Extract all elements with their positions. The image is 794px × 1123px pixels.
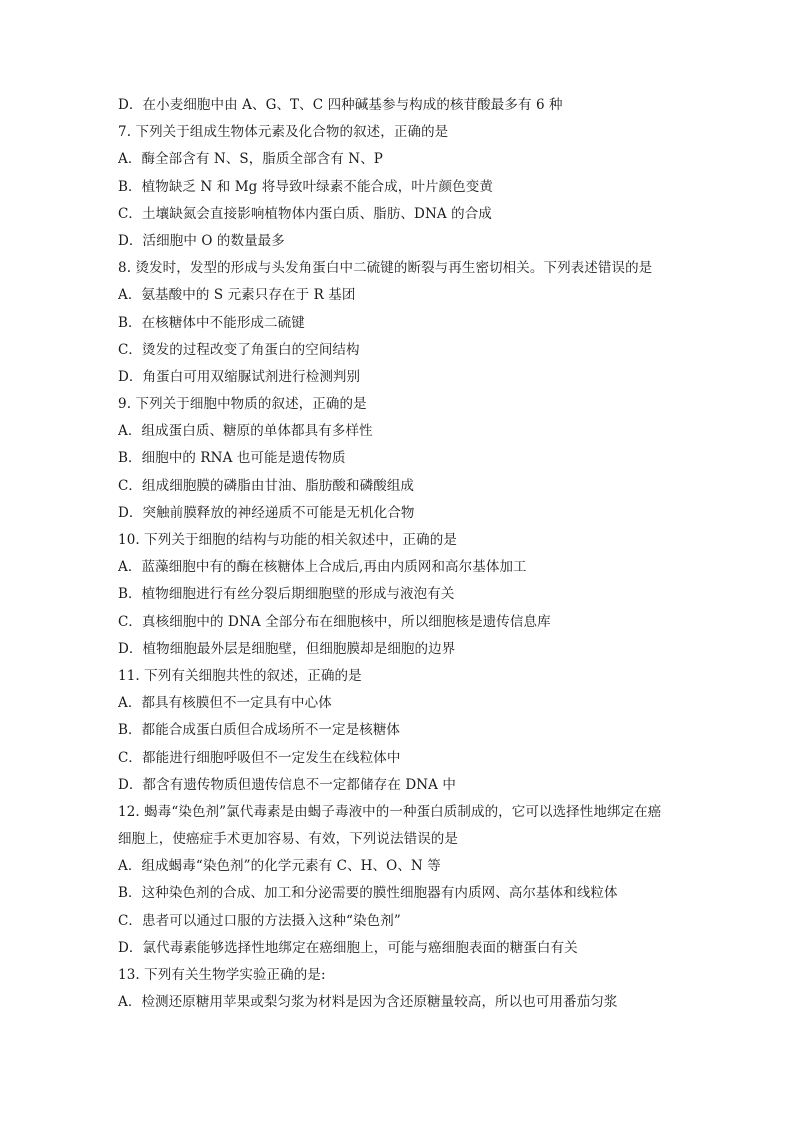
option-text: A．组成蝎毒“染色剂”的化学元素有 C、H、O、N 等	[118, 858, 441, 875]
option-text: C．真核细胞中的 DNA 全部分布在细胞核中，所以细胞核是遗传信息库	[118, 613, 551, 630]
option-text: A．组成蛋白质、糖原的单体都具有多样性	[118, 423, 373, 440]
option-text: B．都能合成蛋白质但合成场所不一定是核糖体	[118, 722, 401, 739]
option-text: A．检测还原糖用苹果或梨匀浆为材料是因为含还原糖量较高，所以也可用番茄匀浆	[118, 994, 618, 1011]
option-text: B．细胞中的 RNA 也可能是遗传物质	[118, 450, 346, 467]
question-stem: 7. 下列关于组成生物体元素及化合物的叙述，正确的是	[118, 124, 449, 141]
question-stem: 10. 下列关于细胞的结构与功能的相关叙述中，正确的是	[118, 532, 457, 548]
option-text: D．氯代毒素能够选择性地绑定在癌细胞上，可能与癌细胞表面的糖蛋白有关	[118, 939, 578, 956]
option-text: C．土壤缺氮会直接影响植物体内蛋白质、脂肪、DNA 的合成	[118, 205, 492, 222]
option-text: C．都能进行细胞呼吸但不一定发生在线粒体中	[118, 749, 401, 766]
question-stem: 13. 下列有关生物学实验正确的是:	[118, 967, 326, 983]
question-stem: 12. 蝎毒“染色剂”氯代毒素是由蝎子毒液中的一种蛋白质制成的，它可以选择性地绑定在癌	[118, 803, 662, 820]
option-text: B．在核糖体中不能形成二硫键	[118, 314, 305, 331]
option-text: D．在小麦细胞中由 A、G、T、C 四种碱基参与构成的核苷酸最多有 6 种	[118, 97, 563, 113]
option-text: D．角蛋白可用双缩脲试剂进行检测判别	[118, 368, 361, 385]
question-stem: 11. 下列有关细胞共性的叙述，正确的是	[118, 667, 362, 684]
option-text: D．活细胞中 O 的数量最多	[118, 232, 285, 249]
option-text: D．都含有遗传物质但遗传信息不一定都储存在 DNA 中	[118, 776, 456, 793]
question-stem: 9. 下列关于细胞中物质的叙述，正确的是	[118, 396, 367, 413]
option-text: B．植物缺乏 N 和 Mg 将导致叶绿素不能合成，叶片颜色变黄	[118, 178, 493, 195]
option-text: C．患者可以通过口服的方法摄入这种“染色剂”	[118, 912, 401, 929]
option-text: B．植物细胞进行有丝分裂后期细胞壁的形成与液泡有关	[118, 586, 455, 603]
option-text: A．氨基酸中的 S 元素只存在于 R 基团	[118, 287, 356, 304]
document-page	[118, 92, 718, 1016]
question-stem-continued: 细胞上，使癌症手术更加容易、有效，下列说法错误的是	[118, 831, 458, 848]
option-text: D．植物细胞最外层是细胞壁，但细胞膜却是细胞的边界	[118, 640, 456, 657]
option-text: D．突触前膜释放的神经递质不可能是无机化合物	[118, 504, 415, 521]
option-text: C．组成细胞膜的磷脂由甘油、脂肪酸和磷酸组成	[118, 477, 415, 494]
question-stem: 8. 烫发时，发型的形成与头发角蛋白中二硫键的断裂与再生密切相关。下列表述错误的是	[118, 260, 653, 277]
option-text: A．酶全部含有 N、S，脂质全部含有 N、P	[118, 151, 383, 168]
option-text: A．都具有核膜但不一定具有中心体	[118, 695, 332, 712]
option-text: A．蓝藻细胞中有的酶在核糖体上合成后,再由内质网和高尔基体加工	[118, 559, 527, 576]
option-text: B．这种染色剂的合成、加工和分泌需要的膜性细胞器有内质网、高尔基体和线粒体	[118, 885, 618, 902]
option-text: C．烫发的过程改变了角蛋白的空间结构	[118, 341, 360, 358]
